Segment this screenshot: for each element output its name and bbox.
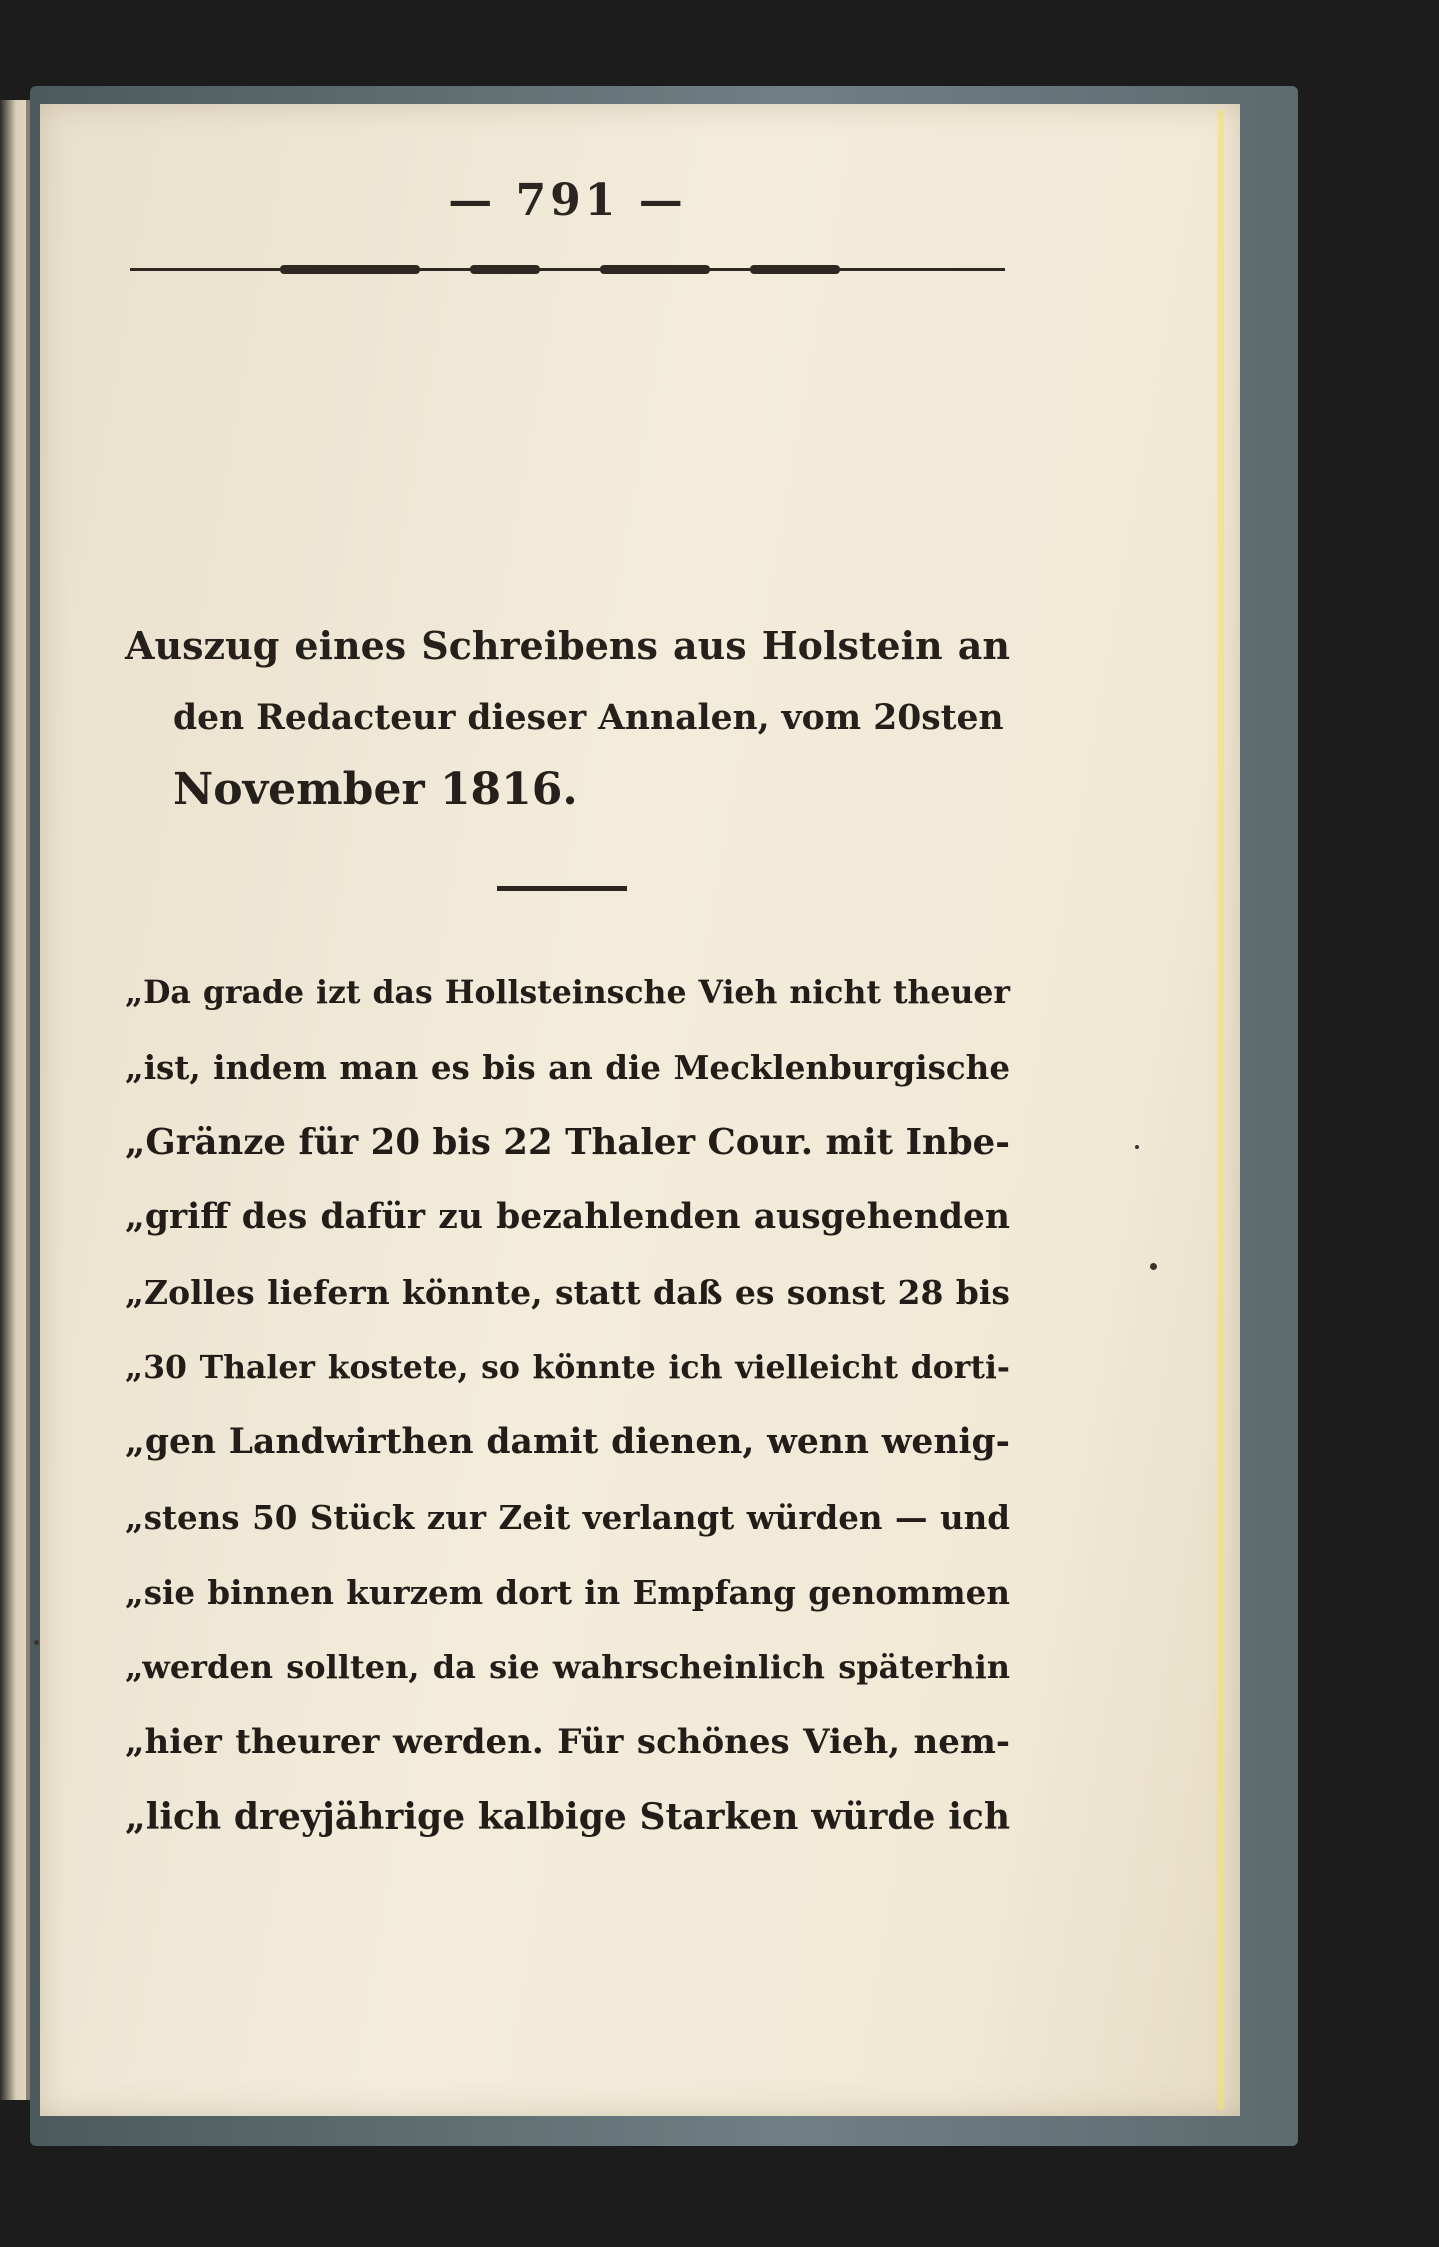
body-line: „ist, indem man es bis an die Mecklenburgische xyxy=(125,1048,1010,1087)
heading-line: den Redacteur dieser Annalen, vom 20sten xyxy=(173,698,1004,738)
article-heading xyxy=(125,610,1010,826)
body-line: „Gränze für 20 bis 22 Thaler Cour. mit Inbe- xyxy=(125,1122,1010,1163)
body-line: „Da grade izt das Hollsteinsche Vieh nicht theuer xyxy=(125,974,1010,1011)
heading-line: November 1816. xyxy=(173,764,578,815)
rule-ornament-segment xyxy=(280,265,420,274)
page-number: — 791 — xyxy=(448,175,687,226)
speck xyxy=(34,1640,39,1645)
heading-line: Auszug eines Schreibens aus Holstein an xyxy=(125,623,1010,668)
rule-ornament-segment xyxy=(750,265,840,274)
page-edge-highlight xyxy=(1218,110,1224,2110)
rule-line xyxy=(130,268,1005,271)
body-line: „hier theurer werden. Für schönes Vieh, nem- xyxy=(125,1722,1010,1762)
body-line: „Zolles liefern könnte, statt daß es sonst 28 bis xyxy=(125,1273,1010,1312)
body-line: „werden sollten, da sie wahrscheinlich späterhin xyxy=(125,1648,1010,1686)
section-divider xyxy=(497,886,627,891)
rule-ornament-segment xyxy=(470,265,540,274)
body-line: „sie binnen kurzem dort in Empfang genommen xyxy=(125,1573,1010,1612)
body-line: „30 Thaler kostete, so könnte ich vielleicht dorti- xyxy=(125,1349,1010,1386)
body-line: „gen Landwirthen damit dienen, wenn wenig- xyxy=(125,1422,1010,1462)
speck xyxy=(1135,1145,1139,1149)
ornamental-rule xyxy=(130,265,1005,275)
body-line: „stens 50 Stück zur Zeit verlangt würden — und xyxy=(125,1498,1010,1537)
body-line: „lich dreyjährige kalbige Starken würde ich xyxy=(125,1796,1010,1838)
body-line: „griff des dafür zu bezahlenden ausgehenden xyxy=(125,1197,1010,1237)
rule-ornament-segment xyxy=(600,265,710,274)
body-text xyxy=(125,955,1010,1855)
speck xyxy=(1150,1263,1157,1270)
